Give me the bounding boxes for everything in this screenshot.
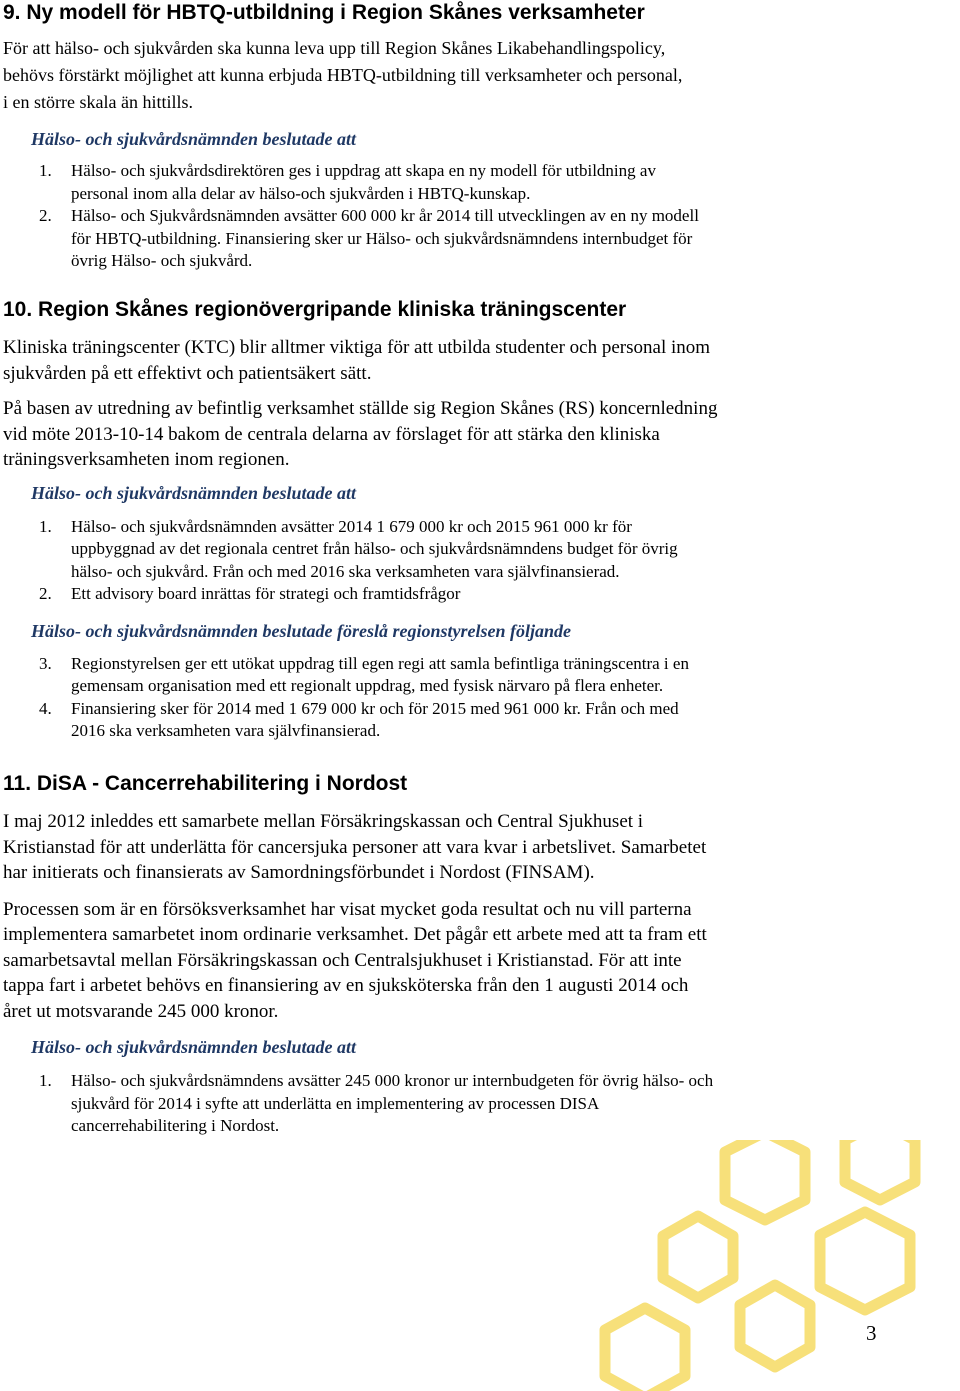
hexagon-shape — [740, 1285, 810, 1367]
list-line: Hälso- och sjukvårdsnämnden avsätter 2014 1 679 000 kr och 2015 961 000 kr för — [71, 516, 632, 536]
paragraph-line: sjukvården på ett effektivt och patientsäkert sätt. — [3, 362, 372, 384]
paragraph-line: samarbetsavtal mellan Försäkringskassan och Centralsjukhuset i Kristianstad. För att inte — [3, 949, 682, 971]
decision-title: Hälso- och sjukvårdsnämnden beslutade att — [31, 482, 357, 503]
decision-list — [3, 1070, 953, 1138]
page-number: 3 — [866, 1321, 877, 1345]
list-line: gemensam organisation med ett regionalt uppdrag, med fysisk närvaro på flera enheter. — [71, 676, 664, 695]
list-number: 1. — [39, 516, 52, 536]
paragraph-line: träningsverksamheten inom regionen. — [3, 449, 290, 470]
list-line: Hälso- och sjukvårdsdirektören ges i uppdrag att skapa en ny modell för utbildning av — [71, 161, 656, 180]
list-item — [3, 698, 953, 743]
list-number: 1. — [39, 1071, 52, 1090]
paragraph-line: året ut motsvarande 245 000 kronor. — [3, 1000, 279, 1022]
list-item — [3, 160, 953, 205]
list-number: 4. — [39, 698, 52, 718]
list-line: övrig Hälso- och sjukvård. — [71, 251, 253, 270]
list-line: Hälso- och sjukvårdsnämndens avsätter 245 000 kronor ur internbudgeten för övrig hälso- och — [71, 1071, 714, 1090]
hexagon-shape — [605, 1308, 685, 1391]
section-11-paragraph-2 — [3, 897, 953, 1025]
list-number: 1. — [39, 161, 52, 180]
section-9 — [3, 0, 953, 273]
list-item — [3, 516, 953, 584]
list-line: Regionstyrelsen ger ett utökat uppdrag till egen regi att samla befintliga träningscentra i en — [71, 653, 689, 673]
intro-line: För att hälso- och sjukvården ska kunna leva upp till Region Skånes Likabehandlingspolicy, — [3, 38, 666, 58]
list-line: uppbyggnad av det regionala centret från hälso- och sjukvårdsnämndens budget för övrig — [71, 539, 678, 558]
hexagon-shape — [820, 1212, 910, 1310]
paragraph-line: I maj 2012 inleddes ett samarbete mellan Försäkringskassan och Central Sjukhuset i — [3, 811, 644, 832]
section-10-paragraph-2 — [3, 396, 953, 473]
decision-list — [3, 160, 953, 273]
list-line: 2016 ska verksamheten vara självfinansierad. — [71, 721, 381, 740]
section-10-paragraph-1 — [3, 335, 953, 386]
decision-title: Hälso- och sjukvårdsnämnden beslutade att — [31, 129, 357, 149]
paragraph-line: På basen av utredning av befintlig verksamhet ställde sig Region Skånes (RS) koncernledning — [3, 398, 718, 419]
proposal-title: Hälso- och sjukvårdsnämnden beslutade föreslå regionstyrelsen följande — [31, 620, 572, 641]
list-line: Finansiering sker för 2014 med 1 679 000 kr och för 2015 med 961 000 kr. Från och med — [71, 698, 679, 718]
section-11-paragraph-1 — [3, 809, 953, 886]
list-number: 2. — [39, 584, 52, 603]
hexagon-shape — [725, 1140, 805, 1220]
list-item — [3, 583, 953, 606]
paragraph-line: har initierats och finansierats av Samordningsförbundet i Nordost (FINSAM). — [3, 862, 595, 883]
hexagon-shape — [663, 1216, 733, 1298]
paragraph-line: Kliniska träningscenter (KTC) blir alltmer viktiga för att utbilda studenter och personal inom — [3, 337, 711, 358]
list-line: sjukvård för 2014 i syfte att underlätta en implementering av processen DISA — [71, 1093, 600, 1113]
list-line: Hälso- och Sjukvårdsnämnden avsätter 600 000 kr år 2014 till utvecklingen av en ny modell — [71, 206, 699, 225]
paragraph-line: Processen som är en försöksverksamhet har visat mycket goda resultat och nu vill parterna — [3, 898, 692, 920]
list-number: 3. — [39, 653, 52, 673]
list-line: hälso- och sjukvård. Från och med 2016 ska verksamheten vara självfinansierad. — [71, 561, 620, 581]
decision-title: Hälso- och sjukvårdsnämnden beslutade att — [31, 1037, 357, 1057]
list-item — [3, 653, 953, 698]
list-line: cancerrehabilitering i Nordost. — [71, 1116, 280, 1135]
section-9-heading: 9. Ny modell för HBTQ-utbildning i Region Skånes verksamheter — [3, 1, 645, 24]
intro-line: behövs förstärkt möjlighet att kunna erbjuda HBTQ-utbildning till verksamheter och personal, — [3, 65, 683, 85]
section-9-intro — [3, 35, 953, 116]
list-line: för HBTQ-utbildning. Finansiering sker ur Hälso- och sjukvårdsnämndens internbudget för — [71, 228, 693, 248]
list-item — [3, 1070, 953, 1138]
hexagon-shape — [845, 1140, 915, 1200]
section-11-heading: 11. DiSA - Cancerrehabilitering i Nordost — [3, 772, 408, 795]
paragraph-line: implementera samarbetet inom ordinarie verksamhet. Det pågår ett arbete med att ta fram ett — [3, 924, 707, 945]
section-10-heading: 10. Region Skånes regionövergripande kliniska träningscenter — [3, 298, 627, 321]
list-line: personal inom alla delar av hälso-och sjukvården i HBTQ-kunskap. — [71, 183, 531, 203]
list-number: 2. — [39, 206, 52, 225]
proposal-list — [3, 653, 953, 743]
list-line: Ett advisory board inrättas för strategi och framtidsfrågor — [71, 584, 461, 603]
section-10 — [3, 297, 953, 743]
section-11 — [3, 771, 953, 1138]
paragraph-line: Kristianstad för att underlätta för cancersjuka personer att vara kvar i arbetslivet. Samarbetet — [3, 836, 707, 858]
intro-line: i en större skala än hittills. — [3, 92, 193, 112]
paragraph-line: vid möte 2013-10-14 bakom de centrala delarna av förslaget för att stärka den kliniska — [3, 423, 660, 445]
list-item — [3, 205, 953, 273]
decision-list — [3, 516, 953, 606]
honeycomb-hexagons-icon — [565, 1140, 960, 1391]
paragraph-line: tappa fart i arbetet behövs en finansiering av en sjuksköterska från den 1 augusti 2014 och — [3, 975, 689, 996]
